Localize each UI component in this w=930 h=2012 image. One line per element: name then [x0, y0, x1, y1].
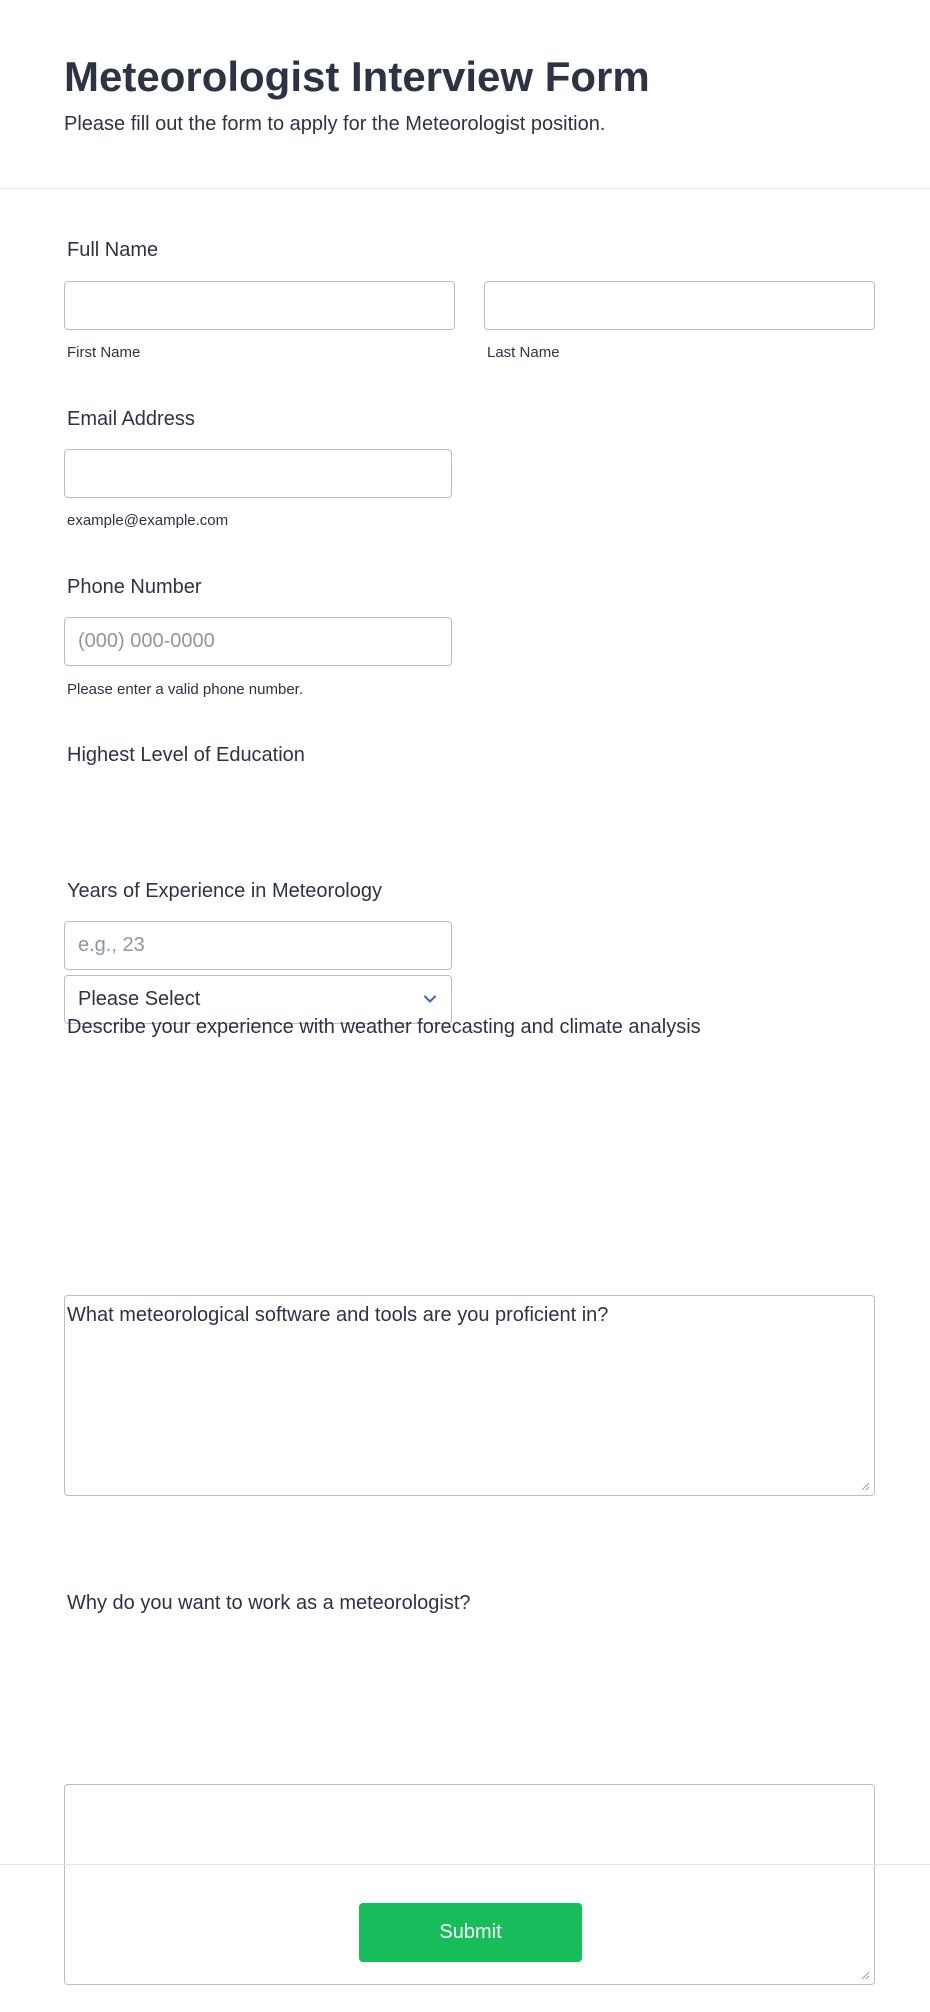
forecasting-experience-label: Describe your experience with weather forecasting and climate analysis: [67, 1016, 701, 1038]
software-tools-label: What meteorological software and tools are you proficient in?: [67, 1304, 609, 1326]
first-name-input[interactable]: [64, 281, 455, 330]
chevron-down-icon: [421, 990, 439, 1008]
resize-handle-icon[interactable]: [860, 1481, 870, 1491]
email-sublabel: example@example.com: [67, 512, 229, 529]
education-selected-value: Please Select: [78, 988, 201, 1010]
last-name-sublabel: Last Name: [487, 344, 560, 361]
form-subtitle: Please fill out the form to apply for the Meteorologist position.: [64, 113, 606, 135]
form-header: [0, 0, 930, 189]
motivation-label: Why do you want to work as a meteorologist?: [67, 1592, 471, 1614]
experience-years-label: Years of Experience in Meteorology: [67, 880, 382, 902]
full-name-label: Full Name: [67, 239, 159, 261]
form-title: Meteorologist Interview Form: [64, 53, 650, 100]
experience-years-input[interactable]: [64, 921, 452, 970]
submit-button[interactable]: Submit: [359, 1903, 582, 1962]
phone-input[interactable]: [64, 617, 452, 666]
full-name-field: [64, 238, 158, 262]
form-footer: [0, 1864, 930, 2012]
first-name-sublabel: First Name: [67, 344, 141, 361]
phone-label: Phone Number: [67, 576, 202, 598]
last-name-input[interactable]: [484, 281, 875, 330]
phone-sublabel: Please enter a valid phone number.: [67, 681, 303, 698]
email-input[interactable]: [64, 449, 452, 498]
education-label: Highest Level of Education: [67, 744, 305, 766]
email-label: Email Address: [67, 408, 195, 430]
